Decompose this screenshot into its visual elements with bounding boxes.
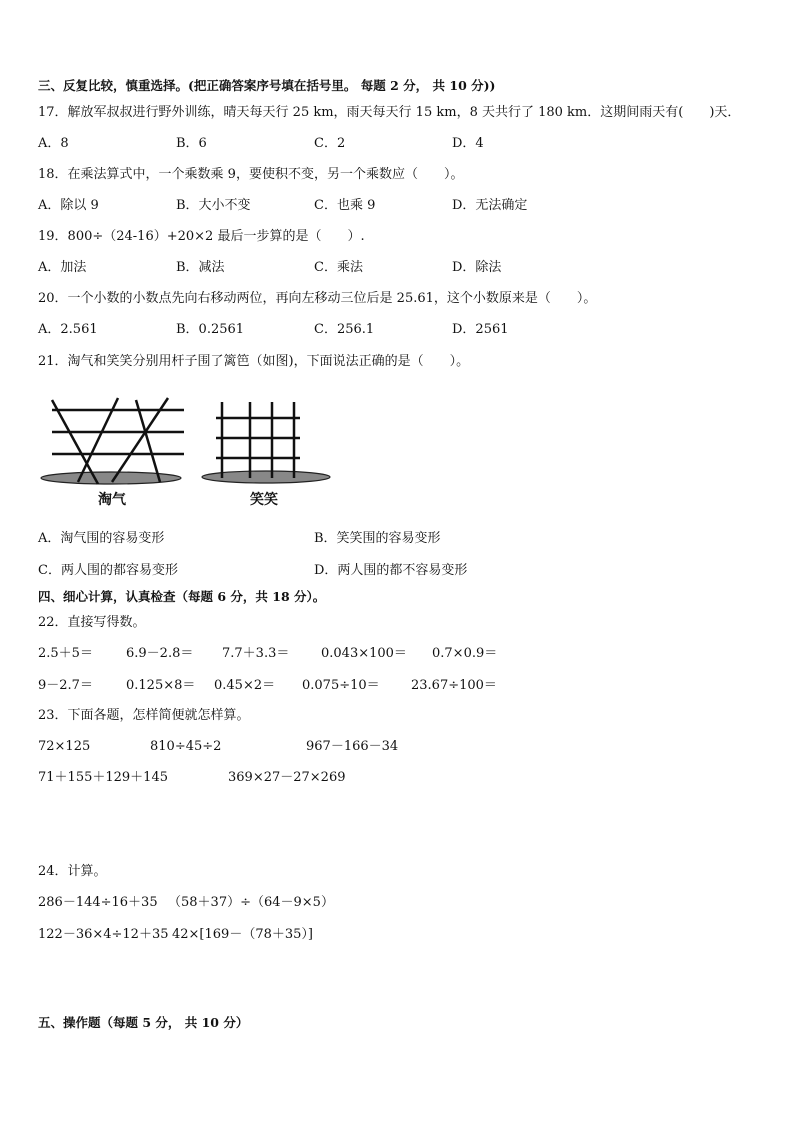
taoqi-fence-figure (38, 396, 188, 488)
section-3-title: 三、反复比较，慎重选择。(把正确答案序号填在括号里。 每题 2 分， 共 10 分)) (38, 78, 496, 93)
q23-item: 72×125 (38, 739, 91, 754)
q23-item: 810÷45÷2 (150, 739, 222, 754)
q18-option-d: D．无法确定 (452, 198, 528, 213)
q20-option-d: D．2561 (452, 322, 509, 337)
q20-option-c: C．256.1 (314, 322, 375, 337)
q24-item: 122－36×4÷12＋35 (38, 927, 169, 942)
q18-option-c: C．也乘 9 (314, 198, 376, 213)
q23-item: 967－166－34 (306, 739, 399, 754)
q17-option-a: A．8 (38, 136, 69, 151)
question-22-stem: 22．直接写得数。 (38, 615, 146, 630)
q24-item: 42×[169－（78＋35）] (172, 927, 313, 942)
q17-option-c: C．2 (314, 136, 346, 151)
question-17-stem: 17．解放军叔叔进行野外训练，晴天每天行 25 km，雨天每天行 15 km，8 天共行了 180 km．这期间雨天有( )天． (38, 105, 741, 120)
q18-option-b: B．大小不变 (176, 198, 251, 213)
q19-option-c: C．乘法 (314, 260, 363, 275)
q19-option-b: B．减法 (176, 260, 225, 275)
q21-option-a: A．淘气围的容易变形 (38, 531, 165, 546)
q22-item: 0.7×0.9＝ (432, 646, 498, 661)
xiaoxiao-fence-figure (200, 398, 334, 488)
q22-item: 0.075÷10＝ (302, 678, 380, 693)
q22-item: 23.67÷100＝ (411, 678, 497, 693)
q20-option-b: B．0.2561 (176, 322, 245, 337)
q24-item: （58＋37）÷（64－9×5） (168, 895, 334, 910)
q17-option-b: B．6 (176, 136, 207, 151)
section-5-title: 五、操作题（每题 5 分， 共 10 分） (38, 1015, 249, 1030)
q22-item: 7.7＋3.3＝ (222, 646, 290, 661)
q21-option-d: D．两人围的都不容易变形 (314, 563, 468, 578)
q22-item: 6.9－2.8＝ (126, 646, 194, 661)
question-19-stem: 19．800÷（24-16）+20×2 最后一步算的是（ ）. (38, 229, 365, 244)
question-21-stem: 21．淘气和笑笑分别用杆子围了篱笆（如图)，下面说法正确的是（ ）。 (38, 354, 470, 369)
question-18-stem: 18．在乘法算式中，一个乘数乘 9，要使积不变，另一个乘数应（ ）。 (38, 167, 464, 182)
q17-option-d: D．4 (452, 136, 484, 151)
taoqi-label: 淘气 (98, 492, 126, 508)
question-20-stem: 20．一个小数的小数点先向右移动两位，再向左移动三位后是 25.61，这个小数原来是（ ）。 (38, 291, 597, 306)
xiaoxiao-label: 笑笑 (250, 492, 278, 508)
q22-item: 0.043×100＝ (321, 646, 407, 661)
q22-item: 9－2.7＝ (38, 678, 93, 693)
q21-option-c: C．两人围的都容易变形 (38, 563, 178, 578)
q24-item: 286－144÷16＋35 (38, 895, 158, 910)
question-24-stem: 24．计算。 (38, 864, 107, 879)
q20-option-a: A．2.561 (38, 322, 98, 337)
q22-item: 2.5＋5＝ (38, 646, 93, 661)
question-23-stem: 23．下面各题，怎样简便就怎样算。 (38, 708, 250, 723)
q21-option-b: B．笑笑围的容易变形 (314, 531, 441, 546)
q22-item: 0.125×8＝ (126, 678, 196, 693)
section-4-title: 四、细心计算，认真检查（每题 6 分，共 18 分）。 (38, 589, 326, 604)
q18-option-a: A．除以 9 (38, 198, 99, 213)
q19-option-d: D．除法 (452, 260, 502, 275)
q23-item: 369×27－27×269 (228, 770, 346, 785)
q19-option-a: A．加法 (38, 260, 87, 275)
q22-item: 0.45×2＝ (214, 678, 276, 693)
q23-item: 71＋155＋129＋145 (38, 770, 168, 785)
